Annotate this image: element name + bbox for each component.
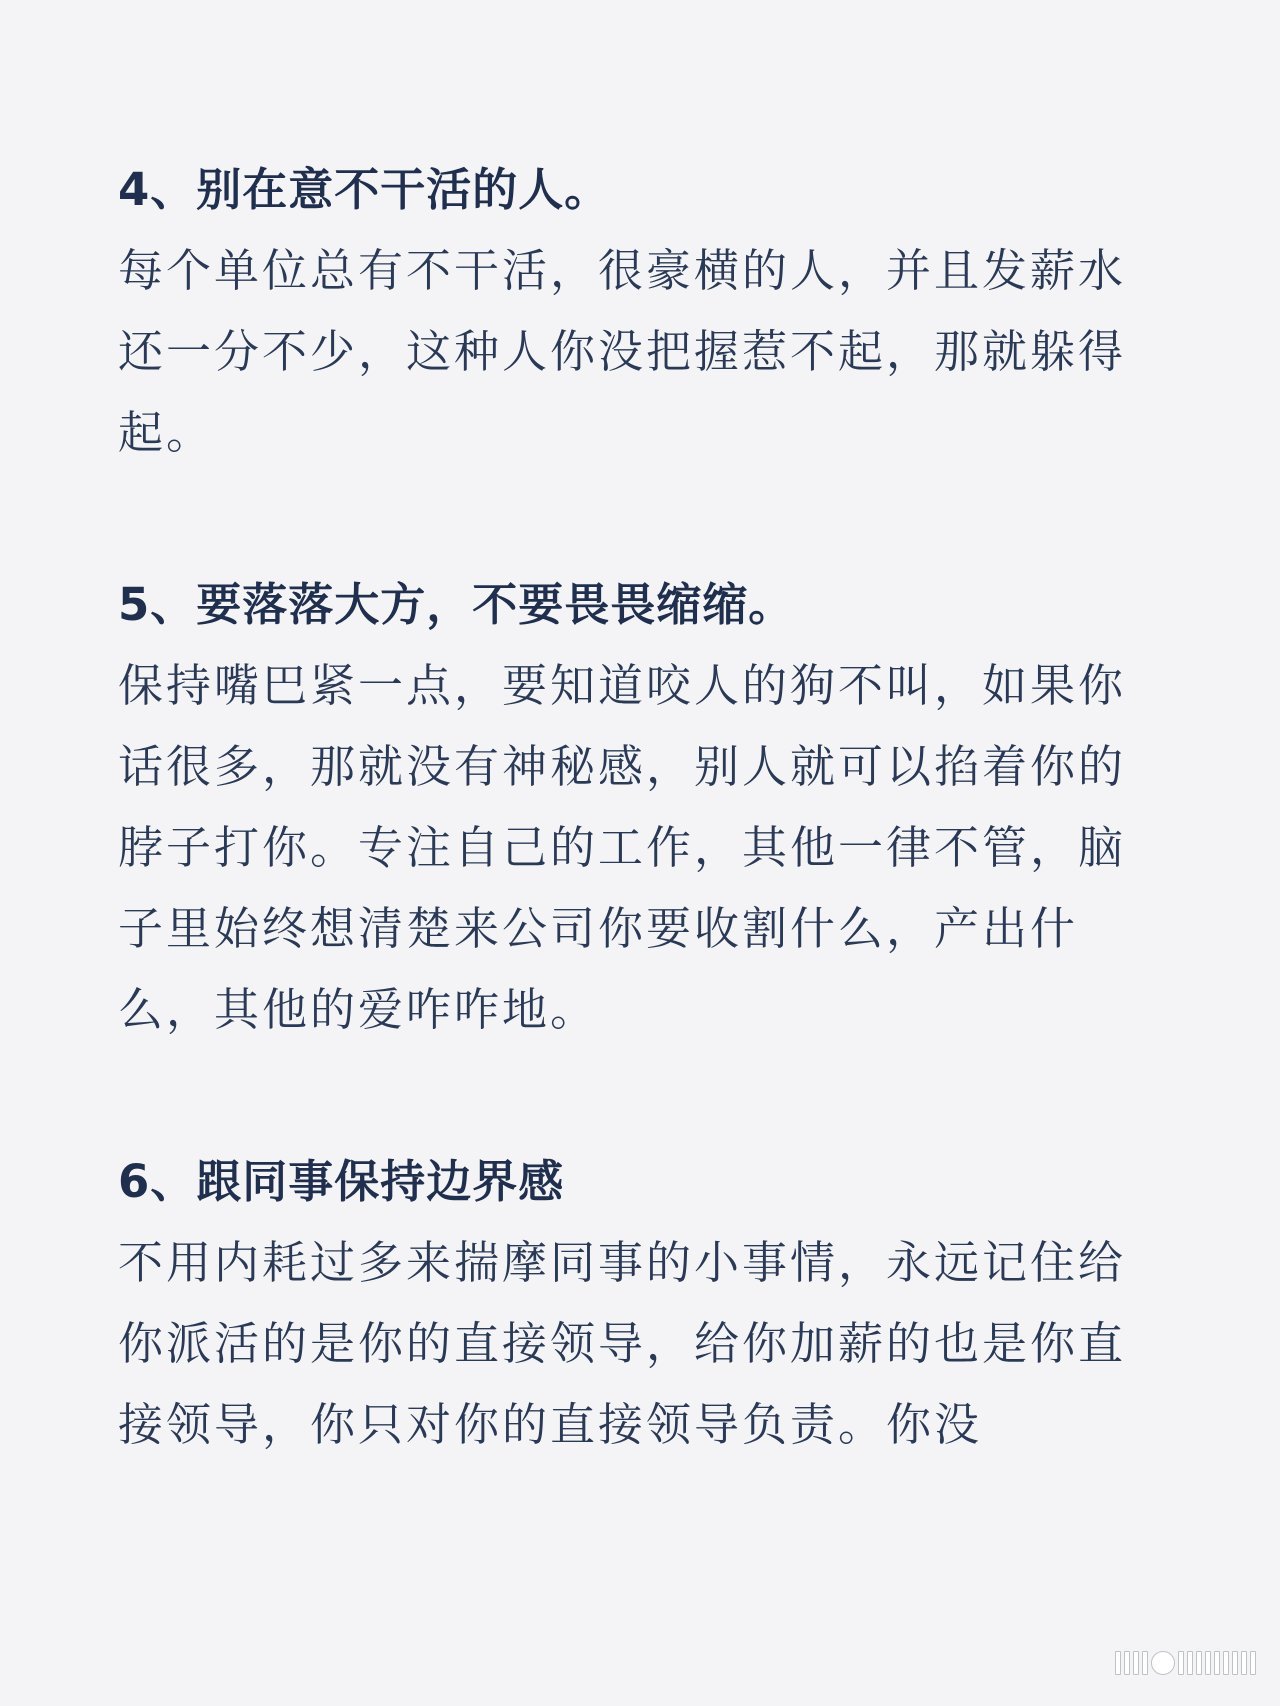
watermark-bar: [1142, 1651, 1148, 1675]
section-body: 不用内耗过多来揣摩同事的小事情，永远记住给你派活的是你的直接领导，给你加薪的也是你直接领导，你只对你的直接领导负责。你没: [118, 1236, 1127, 1451]
section-4: [118, 150, 1158, 473]
watermark-bar: [1133, 1651, 1139, 1675]
watermark-dot: [1151, 1651, 1175, 1675]
article-content: [118, 150, 1158, 1557]
section-heading: 4、别在意不干活的人。: [118, 163, 611, 216]
watermark-bar: [1178, 1651, 1184, 1675]
watermark-bar: [1223, 1651, 1229, 1675]
watermark-bar: [1124, 1651, 1130, 1675]
watermark-bar: [1232, 1651, 1238, 1675]
watermark-bar: [1214, 1651, 1220, 1675]
watermark-bar: [1187, 1651, 1193, 1675]
section-body: 保持嘴巴紧一点，要知道咬人的狗不叫，如果你话很多，那就没有神秘感，别人就可以掐着你的脖子打你。专注自己的工作，其他一律不管，脑子里始终想清楚来公司你要收割什么，产出什么，其他的爱咋咋地。: [118, 659, 1127, 1036]
watermark-bar: [1241, 1651, 1247, 1675]
watermark-bar: [1205, 1651, 1211, 1675]
watermark-bar: [1115, 1651, 1121, 1675]
platform-watermark-icon: [1115, 1648, 1256, 1678]
section-6: [118, 1142, 1158, 1465]
section-heading: 5、要落落大方，不要畏畏缩缩。: [118, 578, 795, 631]
section-heading: 6、跟同事保持边界感: [118, 1155, 565, 1208]
watermark-bar: [1196, 1651, 1202, 1675]
section-body: 每个单位总有不干活，很豪横的人，并且发薪水还一分不少，这种人你没把握惹不起，那就躲得起。: [118, 244, 1127, 459]
section-5: [118, 565, 1158, 1050]
watermark-bar: [1250, 1651, 1256, 1675]
